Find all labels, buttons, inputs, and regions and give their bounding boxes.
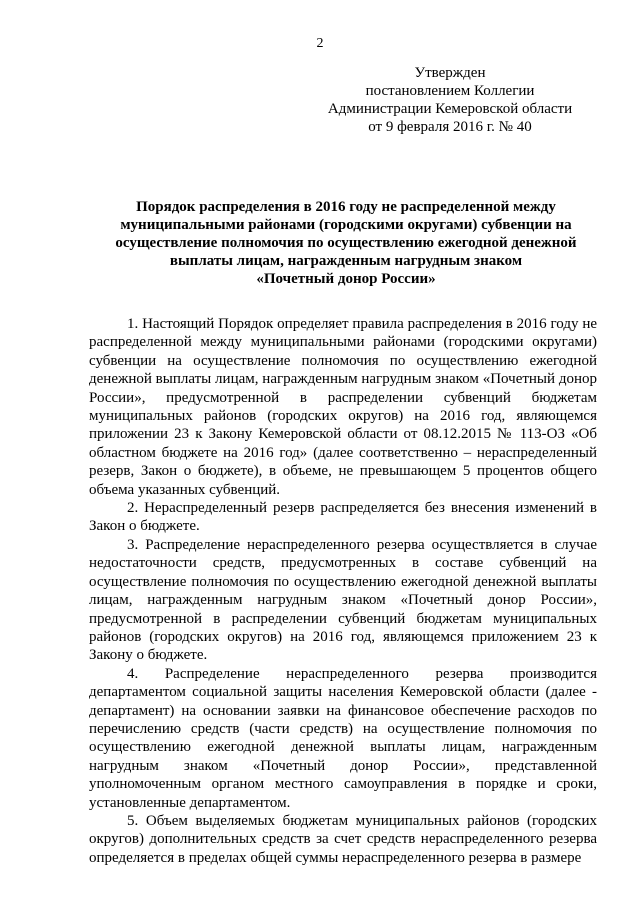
paragraph-4: 4. Распределение нераспределенного резерва производится департаментом социальной защиты населения Кемеровской области (далее - департамент) на основании заявки на финансовое обеспечение расходов по перечислению средств (части средств) на осуществление полномочия по осуществлению ежегодной денежной выплаты лицам, награжденным нагрудным знаком «Почетный донор России», представленной уполномоченным органом местного самоуправления в порядке и сроки, установленные департаментом. xyxy=(89,665,597,811)
paragraph-3: 3. Распределение нераспределенного резерва осуществляется в случае недостаточности средств, предусмотренных в составе субвенций на осуществление полномочия по осуществлению ежегодной денежной выплаты лицам, награжденным нагрудным знаком «Почетный донор России», предусмотренной в распределении субвенций бюджетам муниципальных районов (городских округов) на 2016 год, являющемся приложением 23 к Закону о бюджете. xyxy=(89,536,597,664)
document-body xyxy=(89,315,597,867)
approval-line: от 9 февраля 2016 г. № 40 xyxy=(368,119,532,135)
page-number: 2 xyxy=(316,36,324,51)
title-line: «Почетный донор России» xyxy=(256,271,436,287)
document-title xyxy=(96,198,596,288)
paragraph-1: 1. Настоящий Порядок определяет правила распределения в 2016 году не распределенной между муниципальными районами (городскими округами) субвенции на осуществление полномочия по осуществлению ежегодной денежной выплаты лицам, награжденным нагрудным знаком «Почетный донор России», предусмотренной в распределении субвенций бюджетам муниципальных районов (городских округов) на 2016 год, являющемся приложении 23 к Закону Кемеровской области от 08.12.2015 № 113-ОЗ «Об областном бюджете на 2016 год» (далее соответственно – нераспределенный резерв, Закон о бюджете), в объеме, не превышающем 5 процентов общего объема указанных субвенций. xyxy=(89,316,597,498)
title-line: муниципальными районами (городскими округами) субвенции на xyxy=(120,217,572,233)
approval-line: Утвержден xyxy=(414,65,486,81)
approval-line: Администрации Кемеровской области xyxy=(327,101,573,117)
paragraph-5: 5. Объем выделяемых бюджетам муниципальных районов (городских округов) дополнительных средств за счет средств нераспределенного резерва определяется в пределах общей суммы нераспределенного резерва в размере xyxy=(89,812,597,866)
title-line: выплаты лицам, награжденным нагрудным знаком xyxy=(169,253,523,269)
approval-block xyxy=(320,64,580,136)
title-line: осуществление полномочия по осуществлению ежегодной денежной xyxy=(115,235,577,251)
approval-line: постановлением Коллегии xyxy=(365,83,535,99)
paragraph-2: 2. Нераспределенный резерв распределяется без внесения изменений в Закон о бюджете. xyxy=(89,500,597,535)
title-line: Порядок распределения в 2016 году не распределенной между xyxy=(136,199,556,215)
